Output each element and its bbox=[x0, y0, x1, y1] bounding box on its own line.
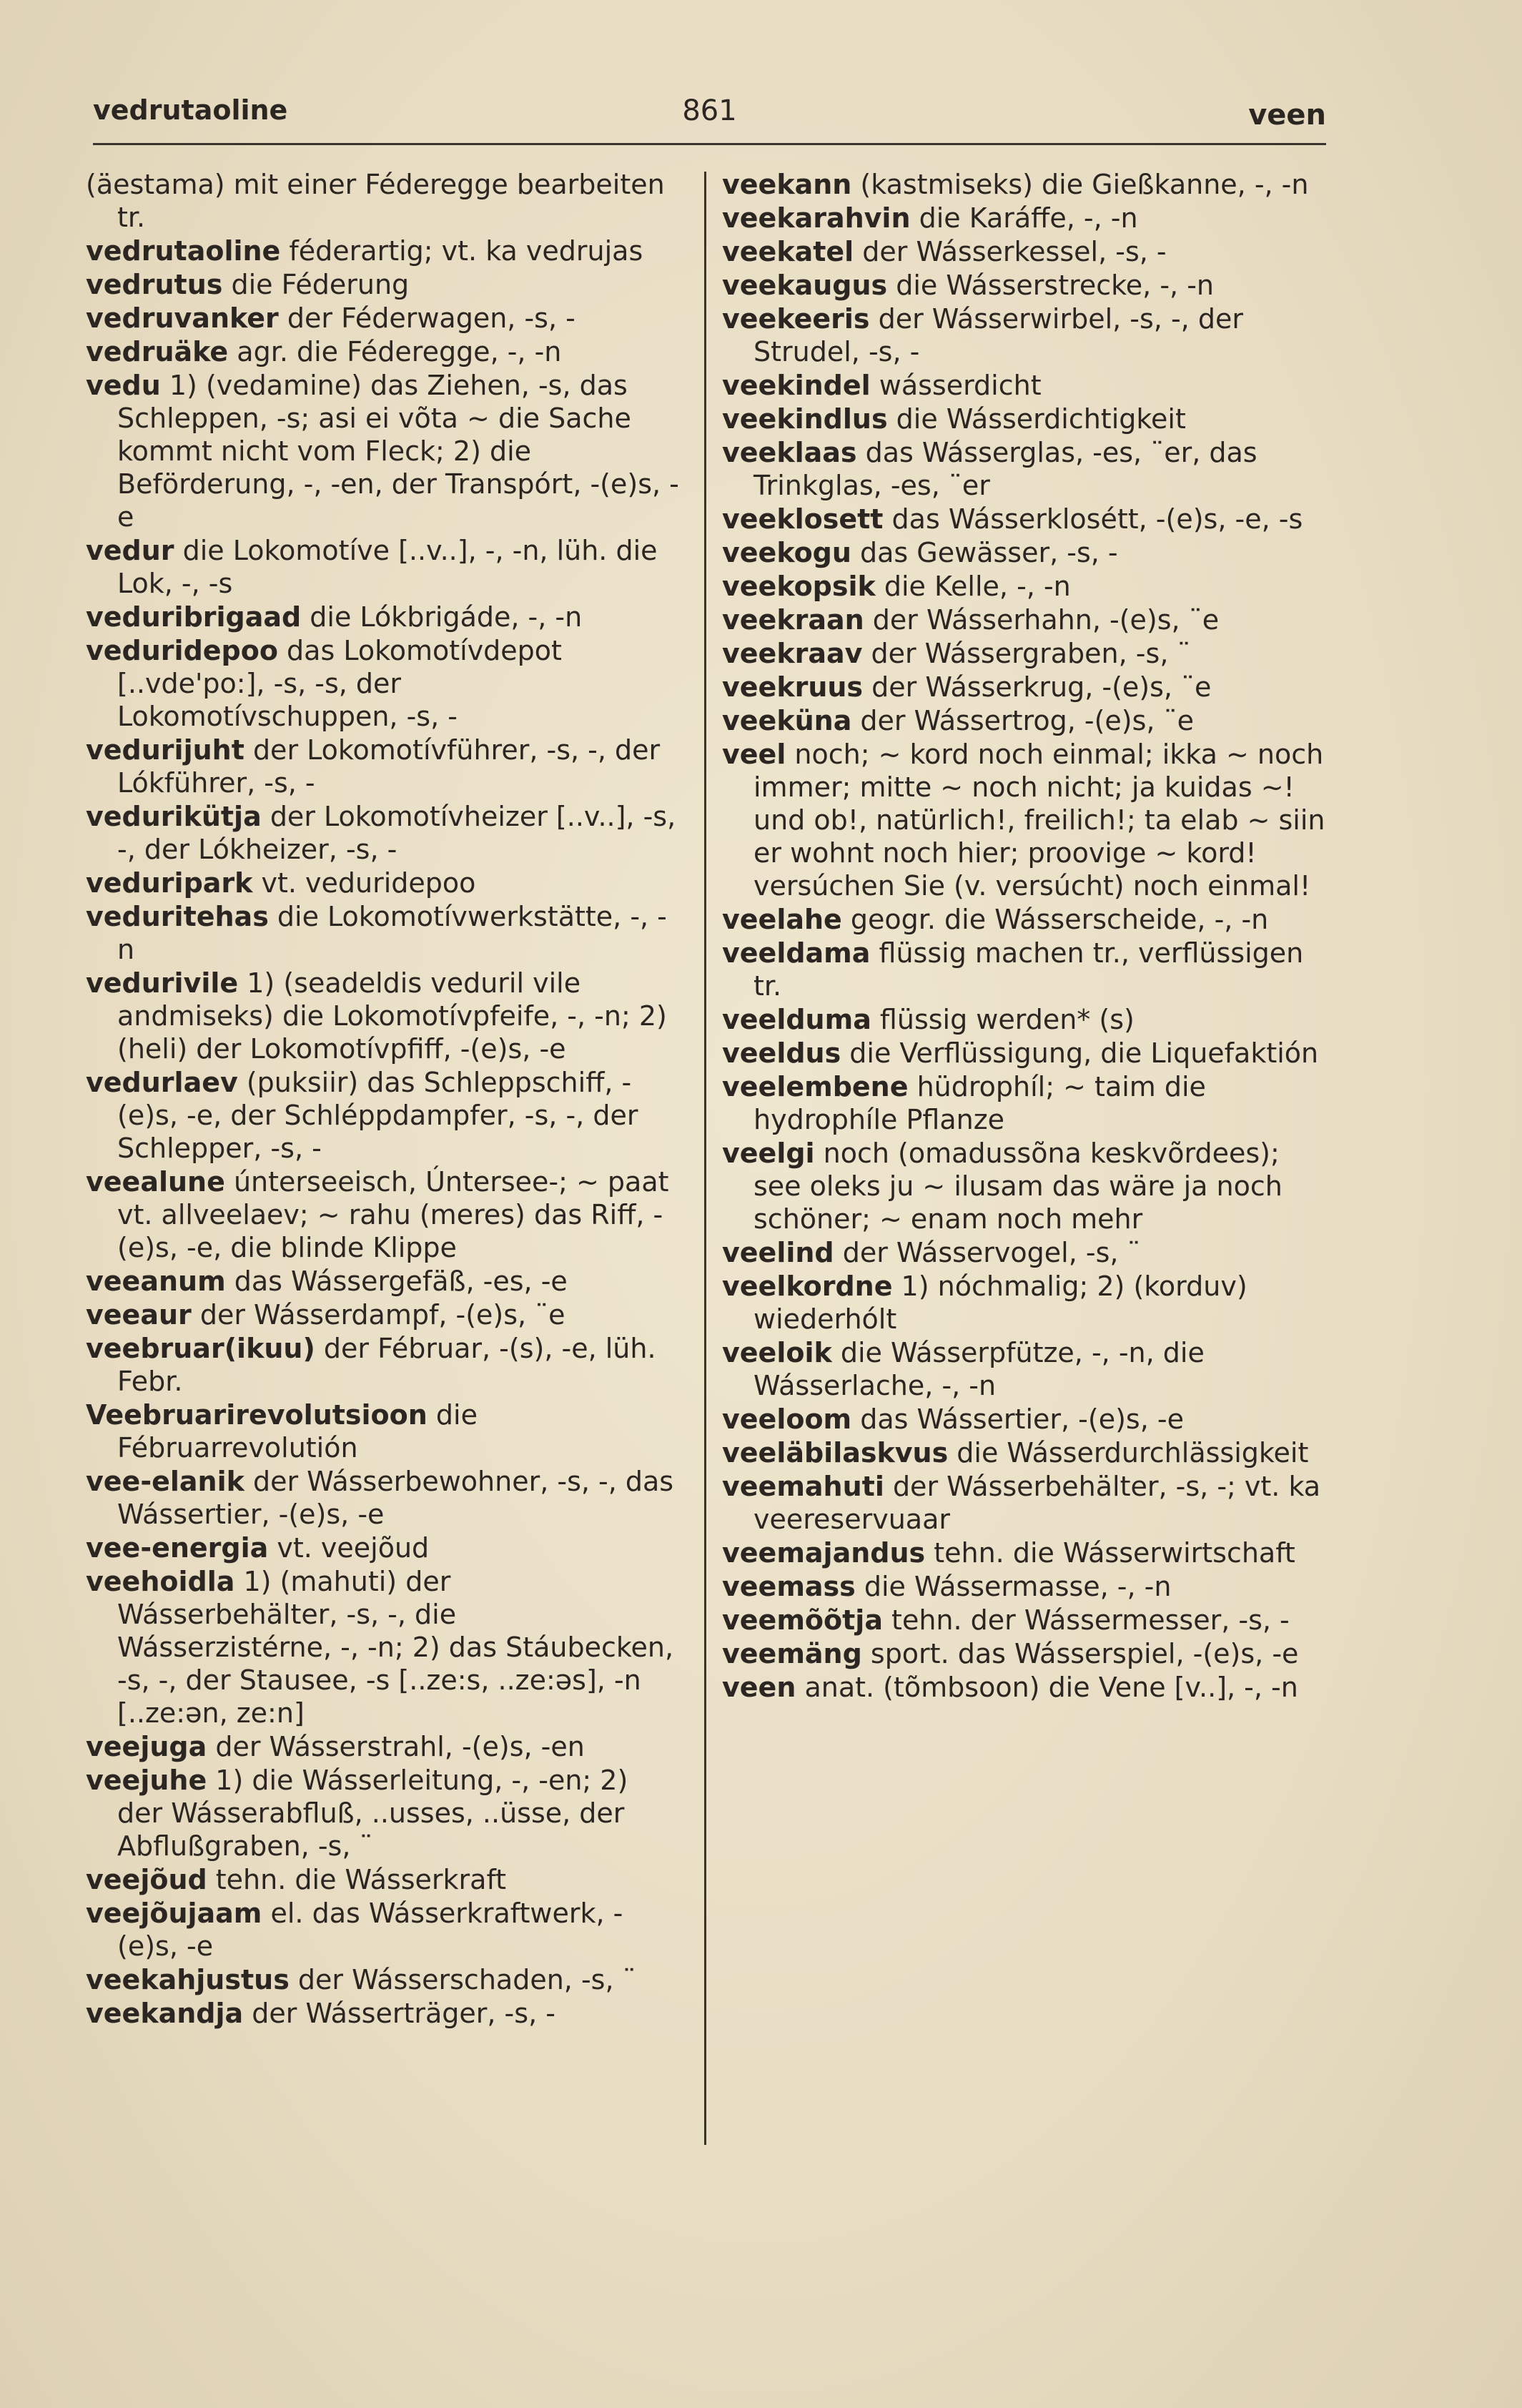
entry-headword: veekann bbox=[722, 169, 852, 200]
dictionary-entry bbox=[86, 1863, 679, 1896]
column-divider bbox=[704, 172, 706, 2145]
dictionary-entry bbox=[722, 168, 1326, 201]
dictionary-entry bbox=[722, 436, 1326, 502]
dictionary-entry bbox=[86, 634, 679, 733]
entry-definition: flüssig machen tr., verflüssigen tr. bbox=[753, 937, 1304, 1002]
dictionary-entry bbox=[86, 1398, 679, 1464]
entry-headword: veekopsik bbox=[722, 571, 876, 602]
entry-headword: veduribrigaad bbox=[86, 601, 302, 633]
entry-headword: veelkordne bbox=[722, 1270, 893, 1302]
dictionary-entry bbox=[722, 536, 1326, 569]
entry-headword: veejõud bbox=[86, 1864, 207, 1895]
entry-headword: veemass bbox=[722, 1571, 856, 1602]
entry-headword: veekraav bbox=[722, 638, 863, 669]
entry-definition: die Fébruarrevolutión bbox=[117, 1399, 478, 1464]
entry-headword: veeloom bbox=[722, 1403, 852, 1435]
dictionary-entry bbox=[722, 1137, 1326, 1235]
entry-headword: veeanum bbox=[86, 1265, 226, 1297]
entry-definition: 1) (mahuti) der Wásserbehälter, -s, -, die Wásserzistérne, -, -n; 2) das Stáubecken, -s, -, der Stausee, -s [..ze:s, ..ze:əs], -n [..ze:ən, ze:n] bbox=[117, 1566, 674, 1729]
entry-headword: veeklosett bbox=[722, 503, 884, 535]
entry-headword: vedrutaoline bbox=[86, 235, 281, 267]
entry-headword: vedurlaev bbox=[86, 1067, 238, 1098]
dictionary-entry bbox=[722, 1470, 1326, 1536]
dictionary-entry bbox=[86, 1265, 679, 1298]
entry-definition: das Wássertier, -(e)s, -e bbox=[851, 1403, 1184, 1435]
entry-headword: veemäng bbox=[722, 1638, 862, 1669]
header-last-headword: veen bbox=[1248, 99, 1326, 132]
entry-definition: die Kelle, -, -n bbox=[875, 571, 1071, 602]
entry-headword: veelduma bbox=[722, 1004, 871, 1035]
entry-definition: der Wásserkrug, -(e)s, ¨e bbox=[863, 671, 1212, 703]
entry-definition: únterseeisch, Úntersee-; ~ paat vt. allveelaev; ~ rahu (meres) das Riff, -(e)s, -e, die blinde Klippe bbox=[117, 1166, 669, 1263]
entry-definition: die Wásserdichtigkeit bbox=[887, 403, 1186, 435]
dictionary-entry bbox=[722, 1536, 1326, 1569]
entry-headword: vee-elanik bbox=[86, 1466, 244, 1497]
dictionary-entry bbox=[86, 1730, 679, 1763]
entry-headword: veeklaas bbox=[722, 437, 857, 468]
entry-definition: das Gewässer, -s, - bbox=[851, 537, 1118, 568]
entry-definition: anat. (tõmbsoon) die Vene [v..], -, -n bbox=[796, 1672, 1298, 1703]
entry-headword: veel bbox=[722, 739, 786, 770]
dictionary-entry bbox=[722, 671, 1326, 704]
entry-headword: veekarahvin bbox=[722, 202, 911, 234]
entry-definition: vt. veduridepoo bbox=[252, 867, 476, 899]
entry-definition: das Wássergefäß, -es, -e bbox=[225, 1265, 568, 1297]
entry-definition: 1) (seadeldis veduril vile andmiseks) die Lokomotívpfeife, -, -n; 2) (heli) der Lokomotívpfiff, -(e)s, -e bbox=[117, 967, 667, 1065]
entry-definition: der Wásserhahn, -(e)s, ¨e bbox=[864, 604, 1220, 636]
dictionary-entry bbox=[86, 601, 679, 633]
entry-definition: der Lokomotívführer, -s, -, der Lókführer, -s, - bbox=[117, 734, 661, 799]
page-number: 861 bbox=[682, 94, 737, 127]
entry-definition: das Wásserklosétt, -(e)s, -e, -s bbox=[883, 503, 1303, 535]
dictionary-entry bbox=[86, 1764, 679, 1862]
entry-definition: sport. das Wásserspiel, -(e)s, -e bbox=[861, 1638, 1299, 1669]
dictionary-entry bbox=[722, 1570, 1326, 1603]
dictionary-entry bbox=[722, 903, 1326, 936]
entry-definition: der Wásservogel, -s, ¨ bbox=[834, 1237, 1141, 1268]
dictionary-entry bbox=[86, 1298, 679, 1331]
entry-headword: veekruus bbox=[722, 671, 864, 703]
entry-definition: die Lokomotíve [..v..], -, -n, lüh. die Lok, -, -s bbox=[117, 535, 658, 599]
entry-headword: veemahuti bbox=[722, 1471, 884, 1502]
dictionary-entry bbox=[86, 268, 679, 301]
entry-headword: vedurikütja bbox=[86, 801, 262, 832]
entry-headword: veekogu bbox=[722, 537, 851, 568]
entry-headword: veekaugus bbox=[722, 270, 888, 301]
entry-definition: die Lokomotívwerkstätte, -, -n bbox=[117, 901, 667, 965]
entry-headword: vedruvanker bbox=[86, 302, 279, 334]
entry-definition: wásserdicht bbox=[870, 370, 1042, 401]
dictionary-entry bbox=[722, 202, 1326, 235]
dictionary-entry bbox=[86, 1465, 679, 1531]
dictionary-entry bbox=[722, 269, 1326, 302]
entry-definition: vt. veejõud bbox=[268, 1532, 430, 1564]
entry-headword: veejuga bbox=[86, 1731, 207, 1762]
entry-definition: der Wássertrog, -(e)s, ¨e bbox=[851, 705, 1194, 736]
entry-definition: (kastmiseks) die Gießkanne, -, -n bbox=[851, 169, 1309, 200]
entry-headword: vee-energia bbox=[86, 1532, 269, 1564]
dictionary-entry bbox=[722, 1236, 1326, 1269]
entry-definition: tehn. die Wásserkraft bbox=[207, 1864, 507, 1895]
entry-definition: die Wásserdurchlässigkeit bbox=[948, 1437, 1309, 1469]
entry-headword: veeküna bbox=[722, 705, 852, 736]
dictionary-entry bbox=[86, 235, 679, 267]
entry-headword: veekahjustus bbox=[86, 1964, 290, 1995]
dictionary-entry bbox=[722, 403, 1326, 435]
entry-headword: veejuhe bbox=[86, 1765, 207, 1796]
dictionary-entry bbox=[722, 1637, 1326, 1670]
entry-definition: das Wásserglas, -es, ¨er, das Trinkglas, -es, ¨er bbox=[753, 437, 1257, 501]
entry-definition: das Lokomotívdepot [..vde'po:], -s, -s, der Lokomotívschuppen, -s, - bbox=[117, 635, 562, 732]
entry-definition: die Féderung bbox=[222, 269, 410, 300]
right-column bbox=[722, 168, 1326, 1704]
entry-definition: der Wásserwirbel, -s, -, der Strudel, -s, - bbox=[753, 303, 1243, 367]
page-header bbox=[93, 86, 1326, 145]
dictionary-entry bbox=[722, 637, 1326, 670]
dictionary-entry bbox=[722, 369, 1326, 402]
entry-headword: vedurivile bbox=[86, 967, 239, 999]
dictionary-entry bbox=[722, 704, 1326, 737]
entry-definition: el. das Wásserkraftwerk, -(e)s, -e bbox=[117, 1898, 623, 1962]
dictionary-entry bbox=[86, 734, 679, 799]
dictionary-entry bbox=[722, 603, 1326, 636]
entry-headword: veelembene bbox=[722, 1071, 909, 1102]
dictionary-entry bbox=[86, 1997, 679, 2030]
entry-definition: agr. die Féderegge, -, -n bbox=[228, 336, 562, 367]
entry-definition: 1) (vedamine) das Ziehen, -s, das Schleppen, -s; asi ei võta ~ die Sache kommt nicht vom Fleck; 2) die Beförderung, -, -en, der Transpórt, -(e)s, -e bbox=[117, 370, 679, 533]
entry-headword: veealune bbox=[86, 1166, 225, 1198]
entry-definition: der Féderwagen, -s, - bbox=[278, 302, 575, 334]
header-first-headword: vedrutaoline bbox=[93, 94, 288, 126]
entry-definition: der Wásserdampf, -(e)s, ¨e bbox=[191, 1299, 565, 1331]
entry-headword: vedruäke bbox=[86, 336, 229, 367]
entry-definition: féderartig; vt. ka vedrujas bbox=[280, 235, 643, 267]
entry-headword: veeldama bbox=[722, 937, 871, 969]
entry-definition: tehn. der Wássermesser, -s, - bbox=[882, 1604, 1290, 1636]
entry-definition: flüssig werden* (s) bbox=[871, 1004, 1135, 1035]
entry-headword: veekindlus bbox=[722, 403, 888, 435]
entry-definition: hüdrophíl; ~ taim die hydrophíle Pflanze bbox=[753, 1071, 1206, 1135]
dictionary-entry bbox=[722, 1403, 1326, 1436]
entry-definition: der Wássergraben, -s, ¨ bbox=[862, 638, 1191, 669]
dictionary-entry bbox=[722, 1604, 1326, 1637]
entry-headword: veduridepoo bbox=[86, 635, 278, 666]
dictionary-entry bbox=[86, 1066, 679, 1165]
entry-headword: veeaur bbox=[86, 1299, 192, 1331]
dictionary-entry bbox=[86, 1531, 679, 1564]
dictionary-entry bbox=[86, 168, 679, 234]
dictionary-entry bbox=[722, 1003, 1326, 1036]
entry-definition: die Wásserstrecke, -, -n bbox=[887, 270, 1215, 301]
entry-definition: der Wásserschaden, -s, ¨ bbox=[289, 1964, 636, 1995]
dictionary-entry bbox=[86, 800, 679, 866]
dictionary-entry bbox=[86, 900, 679, 966]
dictionary-entry bbox=[722, 738, 1326, 902]
entry-definition: die Wássermasse, -, -n bbox=[855, 1571, 1172, 1602]
dictionary-entry bbox=[722, 1070, 1326, 1136]
entry-headword: veelahe bbox=[722, 904, 842, 935]
entry-definition: (äestama) mit einer Féderegge bearbeiten tr. bbox=[86, 169, 665, 233]
dictionary-entry bbox=[86, 867, 679, 899]
entry-headword: veen bbox=[722, 1672, 796, 1703]
entry-definition: 1) nóchmalig; 2) (korduv) wiederhólt bbox=[753, 1270, 1247, 1335]
entry-headword: veekraan bbox=[722, 604, 864, 636]
entry-definition: der Wásserkessel, -s, - bbox=[854, 236, 1167, 267]
dictionary-entry bbox=[722, 1270, 1326, 1336]
dictionary-entry bbox=[722, 570, 1326, 603]
entry-headword: veehoidla bbox=[86, 1566, 235, 1597]
entry-definition: die Karáffe, -, -n bbox=[910, 202, 1138, 234]
dictionary-entry bbox=[86, 369, 679, 533]
dictionary-entry bbox=[722, 503, 1326, 536]
entry-definition: 1) die Wásserleitung, -, -en; 2) der Wásserabfluß, ..usses, ..üsse, der Abflußgraben, -s, ¨ bbox=[117, 1765, 628, 1862]
entry-definition: der Wásserbewohner, -s, -, das Wássertier, -(e)s, -e bbox=[117, 1466, 674, 1530]
dictionary-entry bbox=[86, 335, 679, 368]
entry-headword: veekatel bbox=[722, 236, 854, 267]
entry-headword: veemajandus bbox=[722, 1537, 926, 1569]
entry-headword: veelgi bbox=[722, 1138, 815, 1169]
entry-definition: die Verflüssigung, die Liquefaktión bbox=[841, 1037, 1319, 1069]
entry-definition: der Fébruar, -(s), -e, lüh. Febr. bbox=[117, 1333, 656, 1397]
dictionary-entry bbox=[86, 1332, 679, 1398]
dictionary-entry bbox=[722, 235, 1326, 268]
entry-headword: veelind bbox=[722, 1237, 834, 1268]
entry-headword: Veebruarirevolutsioon bbox=[86, 1399, 428, 1431]
dictionary-entry bbox=[86, 1963, 679, 1996]
entry-headword: veekeeris bbox=[722, 303, 870, 335]
entry-definition: die Wásserpfütze, -, -n, die Wásserlache, -, -n bbox=[753, 1337, 1205, 1401]
entry-headword: veeloik bbox=[722, 1337, 832, 1368]
entry-headword: veekandja bbox=[86, 1998, 244, 2029]
entry-definition: noch (omadussõna keskvõrdees); see oleks ju ~ ilusam das wäre ja noch schöner; ~ enam noch mehr bbox=[753, 1138, 1283, 1235]
entry-headword: veduritehas bbox=[86, 901, 269, 932]
dictionary-entry bbox=[722, 1436, 1326, 1469]
entry-definition: (puksiir) das Schleppschiff, -(e)s, -e, der Schléppdampfer, -s, -, der Schlepper, -s, - bbox=[117, 1067, 638, 1164]
entry-headword: veemõõtja bbox=[722, 1604, 883, 1636]
dictionary-entry bbox=[722, 302, 1326, 368]
entry-definition: der Wásserbehälter, -s, -; vt. ka veereservuaar bbox=[753, 1471, 1321, 1535]
left-column bbox=[86, 168, 679, 2030]
entry-definition: der Wásserstrahl, -(e)s, -en bbox=[207, 1731, 585, 1762]
dictionary-entry bbox=[722, 1336, 1326, 1402]
dictionary-entry bbox=[722, 937, 1326, 1002]
dictionary-entry bbox=[86, 967, 679, 1065]
dictionary-entry bbox=[86, 302, 679, 335]
entry-definition: die Lókbrigáde, -, -n bbox=[301, 601, 583, 633]
entry-headword: veejõujaam bbox=[86, 1898, 262, 1929]
dictionary-entry bbox=[86, 534, 679, 600]
dictionary-entry bbox=[722, 1671, 1326, 1704]
entry-definition: noch; ~ kord noch einmal; ikka ~ noch immer; mitte ~ noch nicht; ja kuidas ~! und ob!, natürlich!, freilich!; ta elab ~ siin er wohnt noch hier; proovige ~ kord! versúchen Sie (v. versúcht) noch einmal! bbox=[753, 739, 1325, 902]
entry-definition: geogr. die Wásserscheide, -, -n bbox=[841, 904, 1269, 935]
entry-headword: vedur bbox=[86, 535, 174, 566]
entry-headword: veekindel bbox=[722, 370, 871, 401]
dictionary-entry bbox=[86, 1897, 679, 1963]
entry-headword: veeläbilaskvus bbox=[722, 1437, 949, 1469]
entry-headword: vedurijuht bbox=[86, 734, 244, 766]
entry-headword: vedu bbox=[86, 370, 161, 401]
dictionary-entry bbox=[86, 1565, 679, 1729]
entry-headword: veebruar(ikuu) bbox=[86, 1333, 315, 1364]
dictionary-entry bbox=[86, 1165, 679, 1264]
entry-headword: veduripark bbox=[86, 867, 253, 899]
entry-definition: der Wásserträger, -s, - bbox=[243, 1998, 555, 2029]
dictionary-entry bbox=[722, 1037, 1326, 1070]
entry-headword: veeldus bbox=[722, 1037, 841, 1069]
entry-definition: der Lokomotívheizer [..v..], -s, -, der Lókheizer, -s, - bbox=[117, 801, 676, 865]
entry-definition: tehn. die Wásserwirtschaft bbox=[925, 1537, 1295, 1569]
entry-headword: vedrutus bbox=[86, 269, 223, 300]
